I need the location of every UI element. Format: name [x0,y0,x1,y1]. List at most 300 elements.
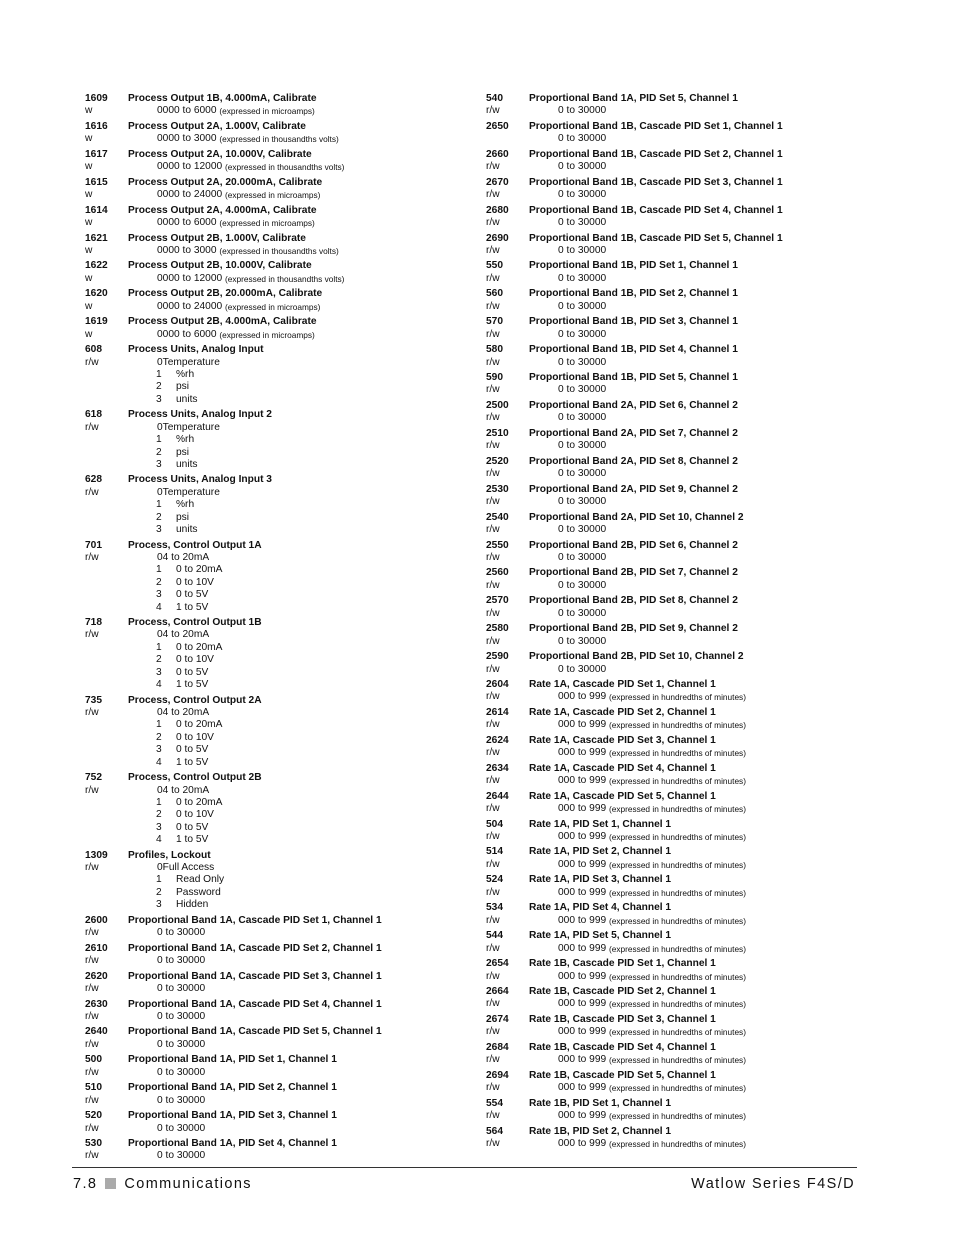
value-range: 0 to 30000 [558,161,607,173]
option-value: 2 [156,731,162,743]
register-entry [85,971,475,996]
register-entry [486,400,876,425]
value-range: 0 to 30000 [558,635,607,647]
parameter-name: Rate 1B, Cascade PID Set 1, Channel 1 [529,958,716,970]
register-entry [486,205,876,230]
range-row [486,664,876,676]
option-item [85,369,475,381]
register-entry [486,735,876,760]
register-header-row [85,316,475,328]
value-range: 000 to 999 [558,1026,607,1038]
access-mode: r/w [486,691,500,703]
value-range: 0000 to 24000 [157,300,223,312]
register-header-row [85,1110,475,1122]
register-number: 1621 [85,232,108,244]
option-label: Temperature [162,421,220,433]
range-row [486,803,876,815]
range-row [486,245,876,257]
parameter-name: Proportional Band 1A, Cascade PID Set 3, Channel 1 [128,970,382,982]
register-header-row [486,372,876,384]
section-number: 7.8 [73,1176,98,1192]
value-range: 0 to 30000 [157,955,206,967]
option-item [85,589,475,601]
access-mode: r/w [486,803,500,815]
register-entry [486,372,876,397]
unit-note: (expressed in hundredths of minutes) [609,804,746,815]
register-entry [486,1098,876,1123]
value-range: 0 to 30000 [558,440,607,452]
access-mode: r/w [85,862,99,874]
parameter-name: Process Output 2A, 20.000mA, Calibrate [128,176,323,188]
unit-note: (expressed in hundredths of minutes) [609,1138,746,1149]
option-label: units [176,524,198,536]
register-number: 735 [85,694,102,706]
option-item [85,887,475,899]
range-row [486,1138,876,1150]
access-mode: w [85,161,93,173]
option-value: 4 [156,601,162,613]
option-value: 0 [157,356,163,368]
parameter-name: Rate 1A, PID Set 1, Channel 1 [529,818,672,830]
value-range: 000 to 999 [558,1082,607,1094]
option-label: psi [176,446,190,458]
option-item [157,552,209,564]
option-item [157,422,220,434]
access-mode: r/w [486,1110,500,1122]
range-row [486,133,876,145]
register-header-row [85,695,475,707]
option-value: 2 [156,809,162,821]
register-number: 1616 [85,120,108,132]
register-number: 2670 [486,176,509,188]
parameter-name: Process Output 2B, 10.000V, Calibrate [128,260,312,272]
access-mode: r/w [85,421,99,433]
option-value: 0 [157,862,163,874]
register-number: 570 [486,316,503,328]
access-mode: r/w [486,775,500,787]
value-range: 0 to 30000 [558,551,607,563]
access-mode: r/w [486,272,500,284]
value-range: 0 to 30000 [558,356,607,368]
register-entry [85,474,475,536]
value-range: 0 to 30000 [558,244,607,256]
value-range: 0 to 30000 [157,1150,206,1162]
register-header-row [85,409,475,421]
register-header-row [486,1042,876,1054]
parameter-name: Process Units, Analog Input 2 [128,409,272,421]
option-item [85,822,475,834]
register-entry [486,456,876,481]
parameter-name: Proportional Band 2B, PID Set 8, Channel 2 [529,595,738,607]
range-row [486,552,876,564]
range-row [85,927,475,939]
register-entry [486,512,876,537]
range-row [85,161,475,173]
parameter-name: Proportional Band 2A, PID Set 7, Channel 2 [529,427,738,439]
option-item [85,499,475,511]
value-range: 0 to 30000 [157,1122,206,1134]
parameter-name: Process Output 2B, 20.000mA, Calibrate [128,288,323,300]
unit-note: (expressed in hundredths of minutes) [609,887,746,898]
unit-note: (expressed in hundredths of minutes) [609,1111,746,1122]
option-label: Temperature [162,356,220,368]
register-entry [486,1042,876,1067]
option-value: 0 [157,551,163,563]
parameter-name: Proportional Band 2B, PID Set 6, Channel 2 [529,539,738,551]
register-number: 1615 [85,176,108,188]
value-range: 0 to 30000 [558,328,607,340]
register-entry [486,958,876,983]
register-header-row [85,474,475,486]
option-value: 0 [157,421,163,433]
parameter-name: Rate 1B, Cascade PID Set 3, Channel 1 [529,1013,716,1025]
register-number: 2550 [486,539,509,551]
access-mode: r/w [486,161,500,173]
option-value: 1 [156,641,162,653]
parameter-name: Rate 1A, Cascade PID Set 4, Channel 1 [529,762,716,774]
register-entry [85,943,475,968]
register-header-row [486,819,876,831]
register-entry [486,846,876,871]
register-entry [486,233,876,258]
option-value: 0 [157,707,163,718]
register-number: 514 [486,846,503,858]
register-header-row [486,1070,876,1082]
access-mode: r/w [85,486,99,498]
option-value: 3 [156,589,162,601]
range-row [486,636,876,648]
register-header-row [486,958,876,970]
option-item [85,874,475,886]
register-header-row [486,623,876,635]
option-value: 4 [156,679,162,691]
option-item [157,785,209,797]
register-number: 524 [486,874,503,886]
access-mode: r/w [486,747,500,759]
option-item [85,744,475,756]
access-mode: r/w [486,384,500,396]
value-range: 0 to 30000 [558,607,607,619]
range-row [486,524,876,536]
unit-note: (expressed in hundredths of minutes) [609,999,746,1010]
register-header-row [85,772,475,784]
access-mode: r/w [486,635,500,647]
register-number: 2580 [486,623,509,635]
option-item [85,654,475,666]
register-header-row [486,400,876,412]
value-range: 0 to 30000 [558,524,607,535]
register-header-row [486,679,876,691]
parameter-name: Proportional Band 2B, PID Set 9, Channel 2 [529,623,738,635]
option-item [85,564,475,576]
option-label: 0 to 5V [176,821,209,833]
register-header-row [486,651,876,663]
parameter-name: Process, Control Output 1B [128,617,262,629]
option-value: 2 [156,381,162,393]
register-entry [486,930,876,955]
register-number: 2540 [486,511,509,523]
parameter-name: Proportional Band 1A, PID Set 1, Channel 1 [128,1054,337,1066]
parameter-name: Proportional Band 1B, PID Set 2, Channel 1 [529,288,738,300]
parameter-name: Rate 1A, Cascade PID Set 5, Channel 1 [529,790,716,802]
register-entry [486,260,876,285]
register-header-row [486,930,876,942]
range-row [85,189,475,201]
access-mode: r/w [85,983,99,994]
range-row [85,245,475,257]
access-mode: r/w [85,551,99,563]
option-item [85,434,475,446]
unit-note: (expressed in hundredths of minutes) [609,748,746,759]
value-range: 000 to 999 [558,858,607,870]
register-number: 2600 [85,914,108,926]
value-range: 0000 to 12000 [157,272,223,284]
option-value: 0 [157,629,163,641]
register-header-row [85,233,475,245]
option-label: %rh [176,434,195,446]
access-mode: r/w [486,328,500,340]
access-mode: r/w [85,707,99,718]
register-entry [486,344,876,369]
range-row [85,983,475,995]
register-header-row [85,205,475,217]
left-register-column [85,93,475,1166]
option-label: 0 to 20mA [176,564,223,576]
parameter-name: Process Units, Analog Input [128,344,264,356]
register-entry [85,915,475,940]
access-mode: w [85,244,93,256]
option-label: 0 to 10V [176,731,214,743]
register-entry [486,1126,876,1151]
access-row [85,785,475,797]
value-range: 0 to 30000 [558,217,607,229]
register-header-row [85,1082,475,1094]
parameter-name: Process Output 2A, 1.000V, Calibrate [128,120,306,132]
register-number: 540 [486,93,503,104]
range-row [486,301,876,313]
unit-note: (expressed in hundredths of minutes) [609,720,746,731]
register-entry [85,177,475,202]
parameter-name: Profiles, Lockout [128,849,211,861]
range-row [486,1026,876,1038]
register-number: 550 [486,260,503,272]
value-range: 0 to 30000 [157,1038,206,1050]
register-header-row [486,735,876,747]
register-number: 2570 [486,595,509,607]
access-mode: w [85,189,93,201]
access-mode: r/w [486,524,500,535]
register-number: 2510 [486,427,509,439]
register-header-row [85,617,475,629]
access-mode: r/w [486,998,500,1010]
access-row [85,357,475,369]
register-number: 2620 [85,970,108,982]
unit-note: (expressed in thousandths volts) [225,273,345,284]
register-header-row [486,763,876,775]
option-value: 3 [156,821,162,833]
parameter-name: Proportional Band 2A, PID Set 8, Channel 2 [529,455,738,467]
value-range: 000 to 999 [558,886,607,898]
register-entry [486,93,876,118]
option-value: 2 [156,654,162,666]
range-row [486,580,876,592]
unit-note: (expressed in microamps) [225,301,321,312]
range-row [486,887,876,899]
register-header-row [486,512,876,524]
access-row [85,707,475,719]
access-mode: r/w [85,1122,99,1134]
parameter-name: Process Output 1B, 4.000mA, Calibrate [128,93,317,104]
value-range: 0000 to 12000 [157,161,223,173]
register-entry [486,428,876,453]
access-row [85,422,475,434]
square-bullet-icon [105,1178,116,1189]
parameter-name: Proportional Band 1B, Cascade PID Set 2, Channel 1 [529,148,783,160]
register-header-row [486,567,876,579]
range-row [486,329,876,341]
value-range: 0 to 30000 [558,496,607,508]
option-item [157,862,214,874]
option-item [85,899,475,911]
option-item [85,394,475,406]
option-label: 0 to 20mA [176,796,223,808]
access-mode: r/w [486,189,500,201]
register-entry [486,902,876,927]
option-label: psi [176,381,190,393]
access-row [85,487,475,499]
register-entry [486,679,876,704]
register-number: 1622 [85,260,108,272]
value-range: 0 to 30000 [157,1094,206,1106]
range-row [486,357,876,369]
range-row [486,105,876,117]
option-value: 3 [156,899,162,911]
range-row [486,412,876,424]
register-header-row [85,971,475,983]
register-number: 580 [486,344,503,356]
value-range: 000 to 999 [558,998,607,1010]
register-entry [486,874,876,899]
register-number: 2684 [486,1041,509,1053]
register-entry [85,288,475,313]
register-header-row [486,986,876,998]
register-header-row [486,484,876,496]
register-header-row [486,1098,876,1110]
parameter-name: Rate 1A, PID Set 2, Channel 1 [529,846,672,858]
register-entry [85,540,475,614]
access-mode: r/w [486,942,500,954]
option-value: 1 [156,564,162,576]
register-entry [486,121,876,146]
access-mode: r/w [85,1066,99,1078]
parameter-name: Proportional Band 2B, PID Set 7, Channel 2 [529,567,738,579]
option-item [85,679,475,691]
register-number: 2664 [486,986,509,997]
option-value: 1 [156,719,162,731]
unit-note: (expressed in hundredths of minutes) [609,1055,746,1066]
option-label: 1 to 5V [176,756,209,768]
option-label: 0 to 10V [176,654,214,666]
register-number: 2624 [486,734,509,746]
parameter-name: Rate 1B, PID Set 1, Channel 1 [529,1097,672,1109]
option-item [85,757,475,769]
unit-note: (expressed in thousandths volts) [219,245,339,256]
value-range: 0 to 30000 [558,272,607,284]
option-item [85,809,475,821]
register-header-row [486,540,876,552]
register-number: 2640 [85,1026,108,1038]
range-row [486,775,876,787]
unit-note: (expressed in hundredths of minutes) [609,1027,746,1038]
range-row [486,1054,876,1066]
access-row [85,862,475,874]
register-number: 2654 [486,958,509,970]
access-mode: w [85,217,93,229]
option-value: 4 [156,834,162,846]
parameter-name: Proportional Band 1A, Cascade PID Set 5, Channel 1 [128,1026,382,1038]
register-entry [486,540,876,565]
value-range: 0 to 30000 [558,579,607,591]
value-range: 000 to 999 [558,747,607,759]
option-value: 2 [156,886,162,898]
register-number: 2610 [85,942,108,954]
value-range: 0000 to 6000 [157,328,217,340]
option-label: 1 to 5V [176,679,209,691]
register-number: 530 [85,1138,102,1150]
register-number: 554 [486,1097,503,1109]
access-mode: r/w [486,440,500,452]
option-label: 4 to 20mA [162,784,210,796]
value-range: 000 to 999 [558,775,607,787]
register-entry [85,695,475,769]
unit-note: (expressed in microamps) [219,106,315,117]
parameter-name: Proportional Band 2A, PID Set 9, Channel 2 [529,483,738,495]
register-entry [85,409,475,471]
access-mode: w [85,105,93,117]
option-value: 3 [156,524,162,536]
parameter-name: Rate 1A, PID Set 4, Channel 1 [529,902,672,914]
register-entry [486,1070,876,1095]
register-header-row [486,260,876,272]
parameter-name: Proportional Band 1B, Cascade PID Set 1, Channel 1 [529,120,783,132]
register-number: 2680 [486,204,509,216]
register-header-row [85,1026,475,1038]
option-item [85,719,475,731]
value-range: 0000 to 3000 [157,133,217,145]
access-mode: r/w [85,1010,99,1022]
register-header-row [486,233,876,245]
access-mode: r/w [85,927,99,939]
product-name: Watlow Series F4S/D [691,1176,855,1192]
access-mode: w [85,328,93,340]
register-number: 628 [85,474,102,486]
access-mode: r/w [486,719,500,731]
value-range: 000 to 999 [558,719,607,731]
option-label: Hidden [176,899,209,911]
option-label: units [176,393,198,405]
access-mode: r/w [486,468,500,480]
value-range: 0 to 30000 [558,384,607,396]
access-mode: r/w [486,300,500,312]
access-mode: r/w [85,356,99,368]
access-mode: w [85,300,93,312]
access-mode: r/w [85,955,99,967]
option-label: units [176,458,198,470]
option-value: 3 [156,744,162,756]
parameter-name: Process Output 2A, 4.000mA, Calibrate [128,204,317,216]
value-range: 0000 to 24000 [157,189,223,201]
access-mode: w [85,272,93,284]
